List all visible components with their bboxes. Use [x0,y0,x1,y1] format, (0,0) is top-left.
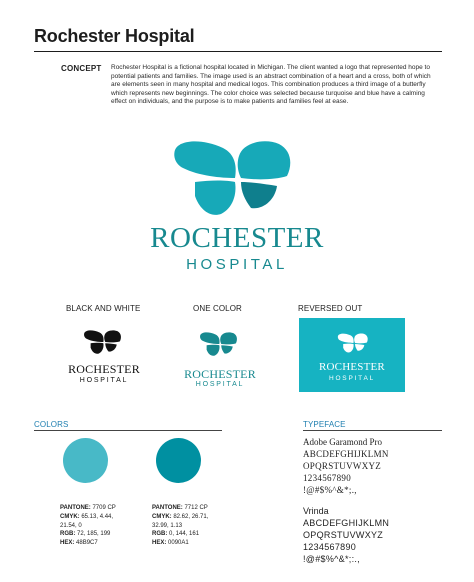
vrinda-symbols: !@#$%^&*;:., [303,554,360,564]
colors-divider [34,430,222,431]
color-swatch-light-turquoise [63,438,108,483]
concept-label: CONCEPT [61,64,102,73]
garamond-symbols: !@#$%^&*;., [303,485,357,495]
logo-black-white [56,320,152,390]
rgb-value: 72, 185, 199 [77,531,111,538]
vrinda-numbers: 1234567890 [303,542,357,552]
cmyk-value-line1: 65.13, 4.44, [81,513,114,520]
garamond-uppercase-line2: OPQRSTUVWXYZ [303,461,382,471]
rgb-label: RGB: [60,531,76,538]
logo-one-color [172,320,268,390]
cmyk-value-line2: 32.99, 1.13 [152,522,183,529]
hex-label: HEX: [60,540,75,547]
cmyk-label: CMYK: [152,513,172,520]
typeface-divider [303,430,442,431]
garamond-uppercase-line1: ABCDEFGHIJKLMN [303,449,389,459]
bw-wordmark-secondary: HOSPITAL [79,377,129,384]
cmyk-label: CMYK: [60,513,80,520]
rgb-label: RGB: [152,531,168,538]
one-color-wordmark-secondary: HOSPITAL [195,381,245,388]
color-spec-1 [60,504,116,548]
pantone-value: 7712 CP [184,505,208,511]
hex-label: HEX: [152,540,167,547]
concept-text: Rochester Hospital is a fictional hospital located in Michigan. The client wanted a logo that represented hope to potential patients and families. The image used is an abstract combination of a heart and a cross, both of which are elements seen in many hospital and medical logos. This combination produces a third image of a butterfly which represents new beginnings. The color choice was selected because turquoise and blue have a calming effect on individuals, and the purpose is to make patients and families feel at ease. [111,64,431,106]
butterfly-logo-icon [83,328,125,356]
cmyk-value-line2: 21.54, 0 [60,522,82,529]
font-name-garamond: Adobe Garamond Pro [303,437,382,447]
logo-reversed-out [299,318,405,392]
main-logo [120,138,354,278]
title-divider [34,51,442,52]
rgb-value: 0, 144, 161 [169,531,200,538]
typeface-label: TYPEFACE [303,420,346,429]
font-name-vrinda: Vrinda [303,506,329,516]
vrinda-uppercase-line2: OPQRSTUVWXYZ [303,530,384,540]
one-color-wordmark-primary: ROCHESTER [184,367,256,381]
reversed-wordmark-secondary: HOSPITAL [328,375,376,382]
colors-label: COLORS [34,420,69,429]
butterfly-logo-icon [199,330,241,358]
vrinda-uppercase-line1: ABCDEFGHIJKLMN [303,518,390,528]
garamond-numbers: 1234567890 [303,473,351,483]
hex-value: 48B9C7 [76,540,98,547]
reversed-wordmark-primary: ROCHESTER [319,361,385,373]
color-spec-2 [152,504,208,548]
hex-value: 0090A1 [168,540,189,547]
butterfly-logo-icon [171,138,303,218]
pantone-label: PANTONE: [152,505,183,511]
logo-wordmark-secondary: HOSPITAL [186,256,288,273]
color-swatch-dark-turquoise [156,438,201,483]
cmyk-value-line1: 82.62, 26.71, [173,513,209,520]
butterfly-logo-icon [337,332,371,354]
pantone-label: PANTONE: [60,505,91,511]
pantone-value: 7709 CP [92,505,116,511]
variation-label-one-color: ONE COLOR [193,304,242,313]
variation-label-reversed: REVERSED OUT [298,304,363,313]
variation-label-black-white: BLACK AND WHITE [66,304,141,313]
logo-wordmark-primary: ROCHESTER [150,222,324,254]
page-title: Rochester Hospital [34,26,195,46]
bw-wordmark-primary: ROCHESTER [68,362,140,376]
